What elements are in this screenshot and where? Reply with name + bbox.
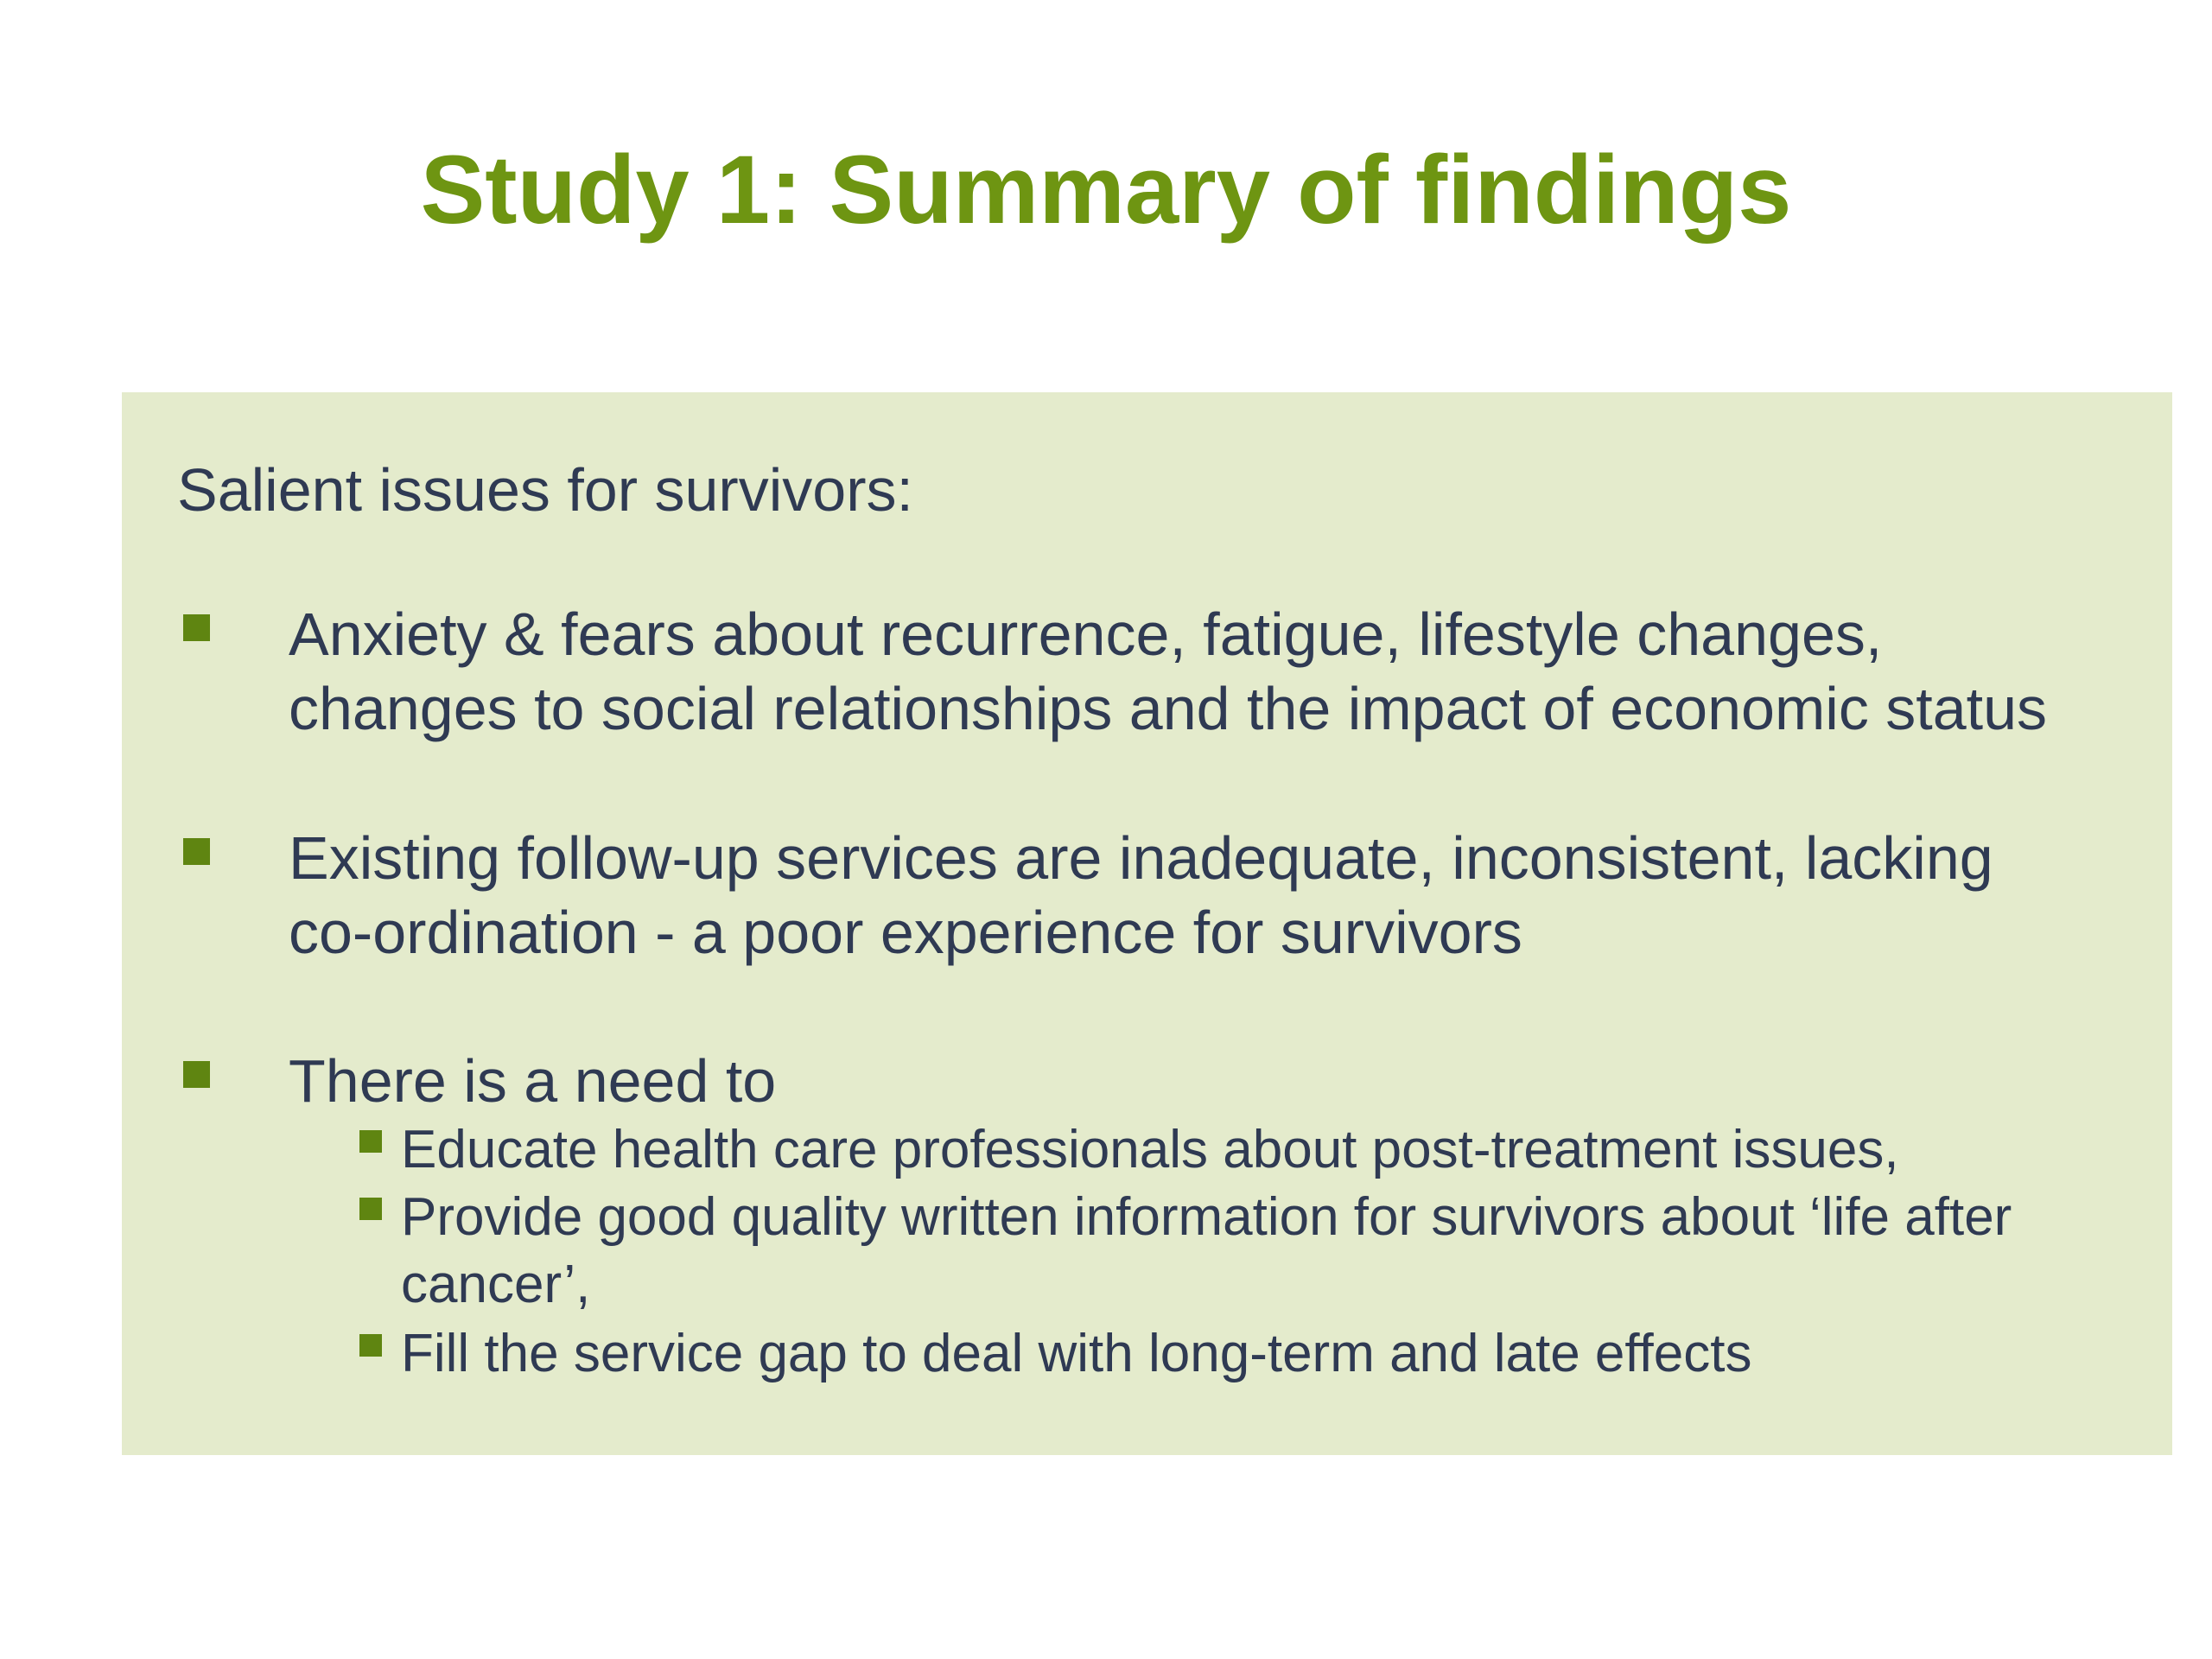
square-bullet-icon (359, 1198, 382, 1220)
square-bullet-icon (183, 1061, 210, 1088)
square-bullet-icon (359, 1334, 382, 1357)
intro-text: Salient issues for survivors: (177, 456, 913, 524)
bullet-line: Anxiety & fears about recurrence, fatigue, lifestyle changes, (289, 601, 1883, 668)
bullet-line: changes to social relationships and the impact of economic status (289, 675, 2048, 742)
sub-bullet-line: Educate health care professionals about post-treatment issues, (401, 1120, 1899, 1179)
content-panel (122, 392, 2172, 1455)
bullet-line: There is a need to (289, 1047, 777, 1115)
slide-title: Study 1: Summary of findings (420, 136, 1792, 244)
sub-bullet-line: cancer’, (401, 1255, 591, 1314)
bullet-line: co-ordination - a poor experience for survivors (289, 899, 1522, 966)
sub-bullet-line: Provide good quality written information for survivors about ‘life after (401, 1187, 2012, 1247)
square-bullet-icon (183, 838, 210, 865)
square-bullet-icon (359, 1130, 382, 1153)
bullet-line: Existing follow-up services are inadequate, inconsistent, lacking (289, 824, 1993, 892)
sub-bullet-line: Fill the service gap to deal with long-term and late effects (401, 1324, 1752, 1383)
square-bullet-icon (183, 614, 210, 641)
